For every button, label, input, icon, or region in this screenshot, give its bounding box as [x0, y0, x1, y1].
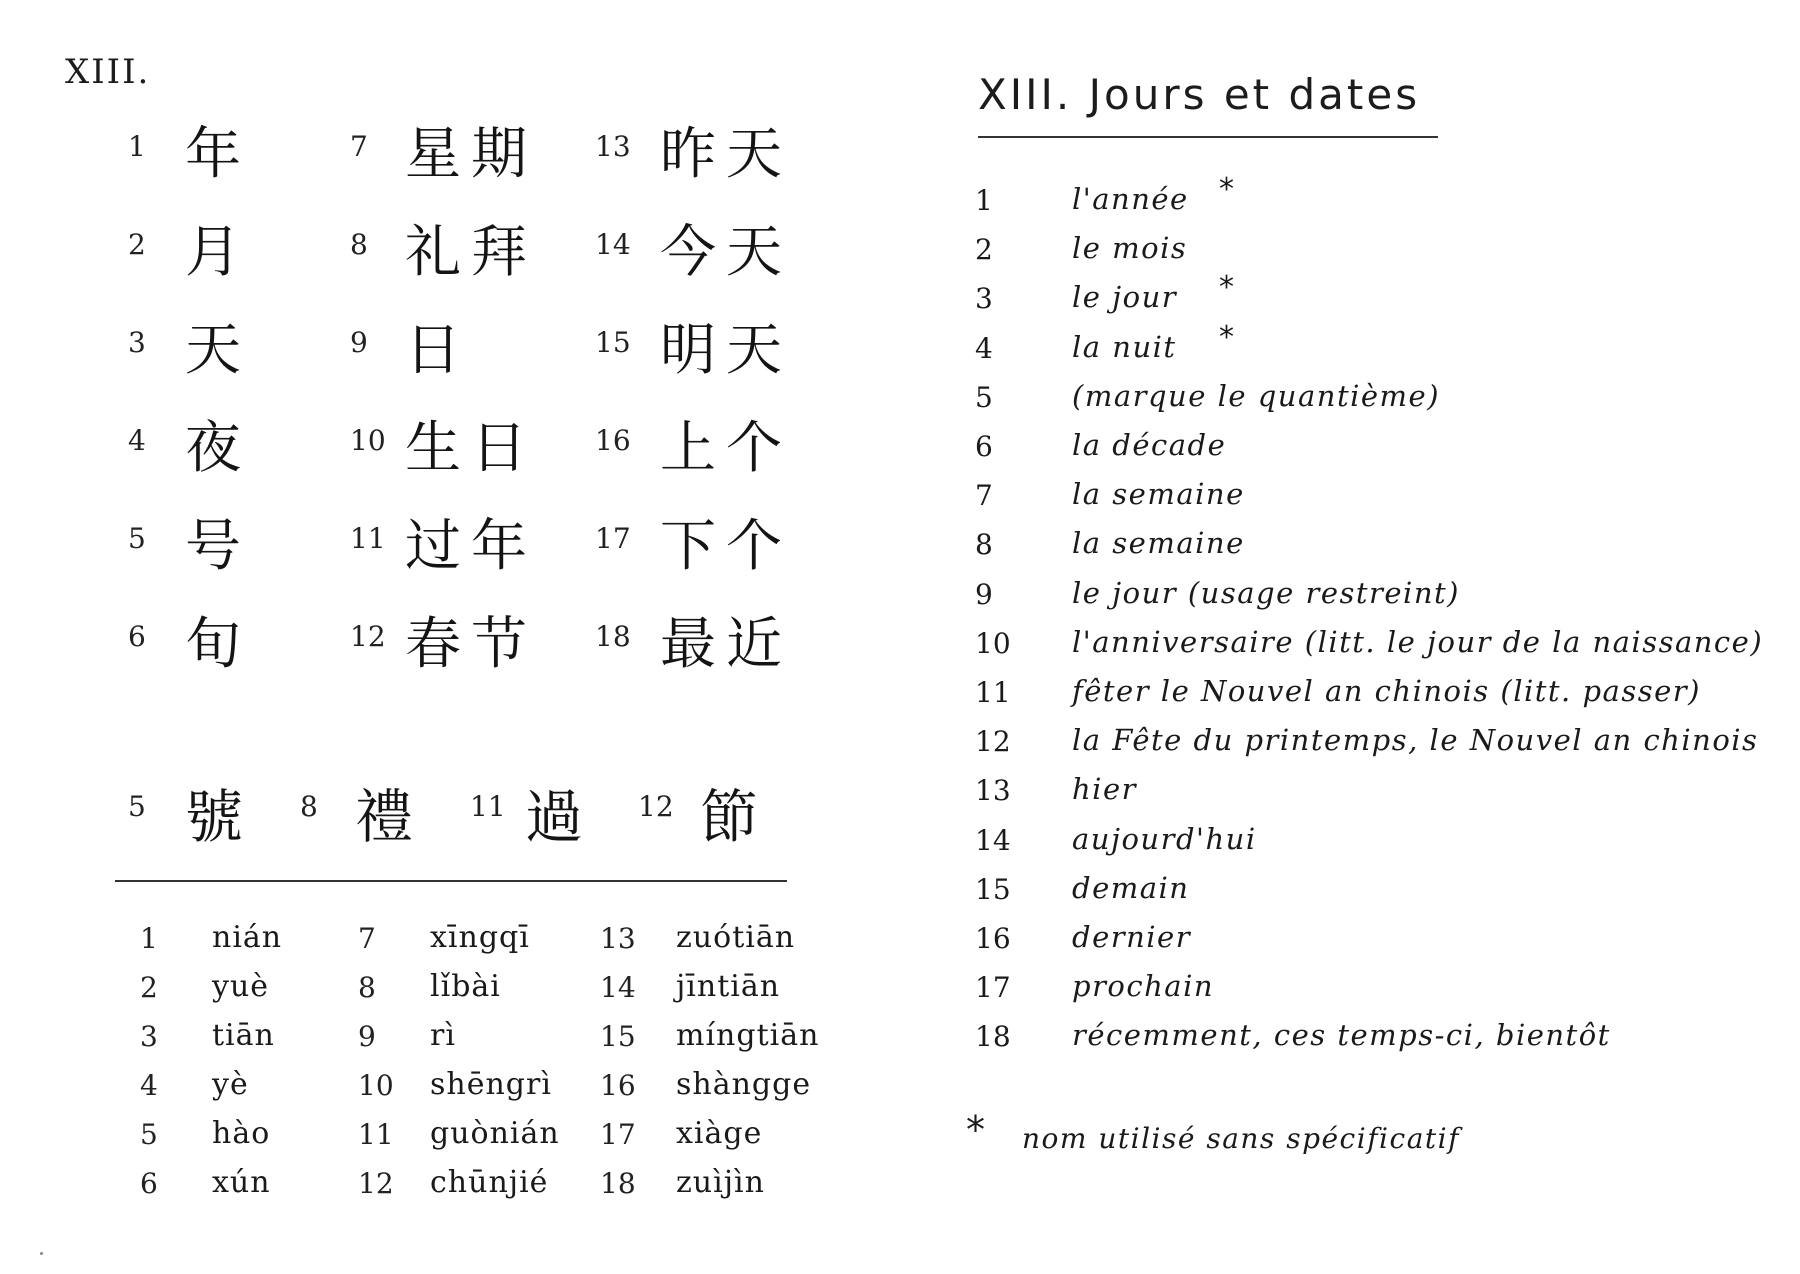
pinyin-text: shēngrì: [430, 1067, 552, 1102]
translation-text: hier: [1072, 772, 1137, 807]
translation-text: demain: [1072, 870, 1190, 905]
character-number: 4: [128, 424, 146, 457]
footnote-asterisk: *: [966, 1108, 985, 1152]
pinyin-text: zuìjìn: [676, 1165, 765, 1200]
chinese-character: 生日: [405, 416, 537, 481]
character-number: 15: [595, 326, 631, 359]
chinese-character: 今天: [660, 220, 792, 285]
translation-number: 7: [975, 479, 993, 513]
pinyin-text: hào: [212, 1116, 271, 1151]
character-number: 16: [595, 424, 631, 457]
pinyin-text: rì: [430, 1018, 456, 1053]
traditional-number: 5: [128, 790, 146, 823]
traditional-character: 號: [185, 783, 254, 851]
translation-number: 8: [975, 528, 993, 562]
divider-rule: [115, 880, 787, 882]
chinese-character: 昨天: [660, 122, 792, 187]
pinyin-text: xīngqī: [430, 920, 530, 955]
chinese-character: 年: [185, 122, 251, 187]
character-number: 3: [128, 326, 146, 359]
pinyin-number: 6: [140, 1167, 158, 1200]
translation-text: l'année: [1072, 182, 1189, 216]
pinyin-number: 9: [358, 1020, 376, 1053]
title-underline: [978, 136, 1438, 138]
pinyin-text: yuè: [212, 969, 270, 1004]
pinyin-text: tiān: [212, 1018, 275, 1053]
translation-number: 15: [975, 872, 1011, 906]
pinyin-number: 7: [358, 922, 376, 955]
page-title: XIII. Jours et dates: [978, 70, 1421, 119]
scan-speck: [40, 1252, 43, 1255]
translation-text: le mois: [1072, 231, 1188, 266]
character-number: 12: [350, 620, 386, 653]
character-number: 6: [128, 620, 146, 653]
pinyin-number: 18: [600, 1167, 636, 1200]
chinese-character: 礼拜: [405, 220, 537, 285]
pinyin-number: 17: [600, 1118, 636, 1151]
pinyin-text: nián: [212, 920, 283, 955]
chinese-character: 天: [185, 318, 251, 383]
chinese-character: 旬: [185, 612, 251, 677]
pinyin-number: 8: [358, 971, 376, 1004]
character-number: 11: [350, 522, 386, 555]
pinyin-number: 12: [358, 1167, 394, 1200]
character-number: 1: [128, 130, 146, 163]
pinyin-number: 1: [140, 922, 158, 955]
chinese-character: 下个: [660, 514, 792, 579]
translation-number: 17: [975, 971, 1011, 1005]
translation-number: 9: [975, 577, 993, 611]
pinyin-number: 5: [140, 1118, 158, 1151]
character-number: 10: [350, 424, 386, 457]
character-number: 7: [350, 130, 368, 163]
translation-text: le jour (usage restreint): [1072, 575, 1460, 610]
character-number: 14: [595, 228, 631, 261]
traditional-character: 禮: [355, 783, 424, 851]
translation-number: 1: [975, 184, 993, 217]
traditional-number: 8: [300, 790, 318, 823]
translation-text: la semaine: [1072, 477, 1245, 512]
translation-number: 5: [975, 380, 993, 414]
asterisk-mark: *: [1219, 172, 1234, 207]
translation-text: prochain: [1072, 969, 1215, 1004]
chinese-character: 明天: [660, 318, 792, 383]
chinese-character: 上个: [660, 416, 792, 481]
traditional-number: 11: [470, 790, 506, 823]
pinyin-number: 14: [600, 971, 636, 1004]
translation-number: 12: [975, 725, 1011, 759]
translation-text: le jour: [1072, 280, 1178, 315]
translation-number: 14: [975, 823, 1011, 857]
translation-text: la Fête du printemps, le Nouvel an chinois: [1072, 723, 1759, 758]
character-number: 18: [595, 620, 631, 653]
character-number: 2: [128, 228, 146, 261]
character-number: 5: [128, 522, 146, 555]
chinese-character: 最近: [660, 612, 792, 677]
translation-number: 2: [975, 233, 993, 267]
pinyin-number: 11: [358, 1118, 394, 1151]
footnote-text: nom utilisé sans spécificatif: [1022, 1122, 1460, 1155]
chinese-character: 星期: [405, 122, 537, 187]
character-number: 17: [595, 522, 631, 555]
translation-text: dernier: [1072, 920, 1192, 954]
chinese-character: 过年: [405, 514, 537, 579]
asterisk-mark: *: [1219, 270, 1234, 306]
traditional-character: 節: [700, 783, 769, 851]
translation-number: 6: [975, 430, 993, 463]
translation-number: 3: [975, 282, 993, 316]
pinyin-text: chūnjié: [430, 1165, 549, 1200]
pinyin-text: jīntiān: [676, 969, 781, 1004]
chinese-character: 日: [405, 318, 471, 383]
translation-text: la décade: [1072, 428, 1227, 462]
pinyin-text: xún: [212, 1165, 271, 1200]
chinese-character: 夜: [185, 416, 251, 481]
pinyin-number: 16: [600, 1069, 636, 1102]
pinyin-number: 4: [140, 1069, 158, 1102]
character-number: 8: [350, 228, 368, 261]
character-number: 9: [350, 326, 368, 359]
pinyin-text: xiàge: [676, 1116, 763, 1151]
translation-number: 18: [975, 1020, 1011, 1054]
asterisk-mark: *: [1219, 319, 1234, 355]
traditional-character: 過: [525, 783, 594, 851]
section-number: XIII.: [65, 52, 151, 92]
pinyin-text: yè: [212, 1067, 249, 1102]
pinyin-text: shàngge: [676, 1067, 812, 1102]
translation-number: 13: [975, 774, 1011, 808]
chinese-character: 月: [185, 220, 251, 285]
translation-text: fêter le Nouvel an chinois (litt. passer): [1072, 674, 1701, 708]
pinyin-number: 3: [140, 1020, 158, 1053]
translation-text: aujourd'hui: [1072, 821, 1257, 856]
pinyin-number: 15: [600, 1020, 636, 1053]
character-number: 13: [595, 130, 631, 163]
pinyin-number: 13: [600, 922, 636, 955]
translation-text: récemment, ces temps-ci, bientôt: [1072, 1018, 1611, 1053]
translation-number: 11: [975, 676, 1011, 709]
translation-text: (marque le quantième): [1072, 378, 1441, 413]
translation-text: l'anniversaire (litt. le jour de la naissance): [1072, 624, 1764, 659]
pinyin-text: zuótiān: [676, 920, 796, 955]
translation-text: la semaine: [1072, 526, 1245, 561]
pinyin-number: 2: [140, 971, 158, 1004]
translation-number: 16: [975, 922, 1011, 955]
traditional-number: 12: [638, 790, 674, 823]
translation-text: la nuit: [1072, 329, 1177, 364]
translation-number: 4: [975, 331, 993, 365]
translation-number: 10: [975, 626, 1011, 660]
pinyin-text: guònián: [430, 1116, 560, 1151]
chinese-character: 春节: [405, 612, 537, 677]
pinyin-text: lǐbài: [430, 969, 501, 1004]
pinyin-number: 10: [358, 1069, 394, 1102]
pinyin-text: míngtiān: [676, 1018, 820, 1053]
chinese-character: 号: [185, 514, 251, 579]
